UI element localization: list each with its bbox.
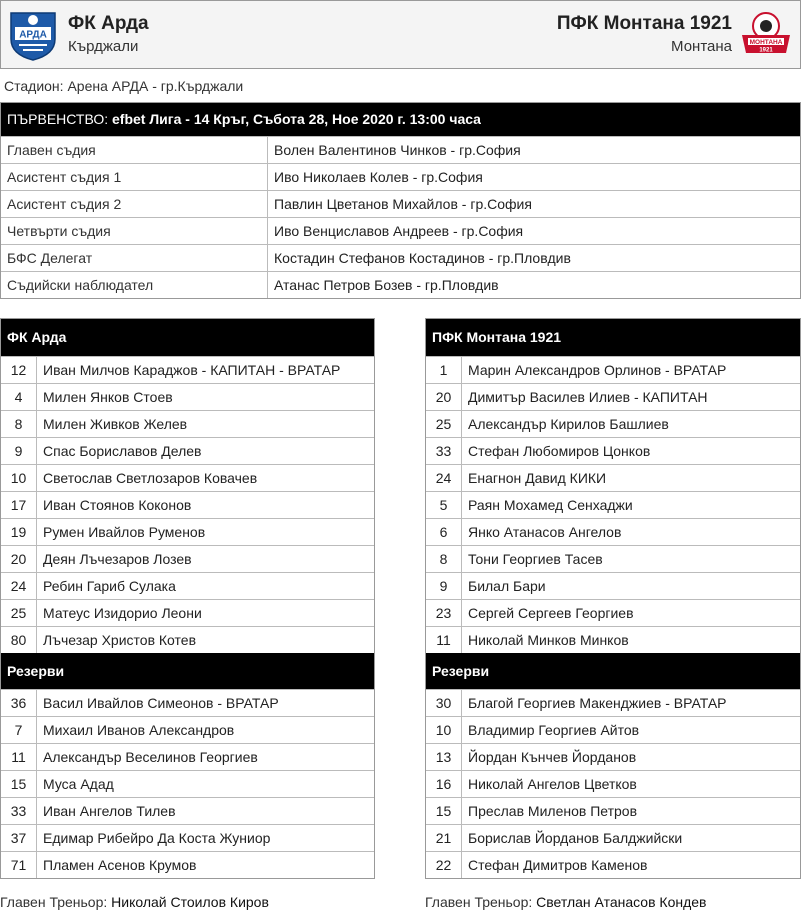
official-row — [1, 136, 800, 163]
home-reserves-title: Резерви — [1, 653, 374, 689]
stadium-label: Стадион: — [4, 78, 64, 94]
player-row — [426, 491, 800, 518]
player-row — [1, 626, 374, 653]
player-number: 15 — [1, 771, 37, 797]
player-name: Енагнон Давид КИКИ — [468, 470, 607, 486]
player-number: 12 — [1, 357, 37, 383]
official-person: Волен Валентинов Чинков - гр.София — [274, 142, 521, 158]
player-number: 24 — [426, 465, 462, 491]
player-name: Михаил Иванов Александров — [43, 722, 235, 738]
player-name: Спас Бориславов Делев — [43, 443, 202, 459]
player-row — [426, 572, 800, 599]
official-person: Иво Венциславов Андреев - гр.София — [274, 223, 524, 239]
player-name: Стефан Димитров Каменов — [468, 857, 648, 873]
player-name: Васил Ивайлов Симеонов - ВРАТАР — [43, 695, 279, 711]
championship-header — [1, 103, 800, 136]
home-team-city: Кърджали — [68, 38, 139, 55]
player-row — [1, 410, 374, 437]
home-lineup — [0, 318, 375, 879]
player-number: 80 — [1, 627, 37, 653]
player-name: Ребин Гариб Сулака — [43, 578, 176, 594]
home-coach-label: Главен Треньор: — [0, 894, 108, 910]
player-row — [1, 599, 374, 626]
player-number: 5 — [426, 492, 462, 518]
away-lineup — [425, 318, 801, 879]
player-row — [426, 545, 800, 572]
player-number: 36 — [1, 690, 37, 716]
championship-label: ПЪРВЕНСТВО: — [7, 111, 109, 127]
official-row — [1, 217, 800, 244]
official-person: Иво Николаев Колев - гр.София — [274, 169, 483, 185]
player-number: 21 — [426, 825, 462, 851]
player-number: 15 — [426, 798, 462, 824]
player-number: 30 — [426, 690, 462, 716]
player-name: Раян Мохамед Сенхаджи — [468, 497, 633, 513]
player-number: 1 — [426, 357, 462, 383]
official-role: БФС Делегат — [1, 245, 268, 271]
player-row — [1, 689, 374, 716]
player-name: Йордан Кънчев Йорданов — [468, 749, 637, 765]
away-lineup-title: ПФК Монтана 1921 — [426, 319, 800, 356]
official-row — [1, 271, 800, 298]
official-person: Атанас Петров Бозев - гр.Пловдив — [274, 277, 499, 293]
player-name: Николай Ангелов Цветков — [468, 776, 637, 792]
player-name: Марин Александров Орлинов - ВРАТАР — [468, 362, 727, 378]
officials-table — [0, 102, 801, 299]
player-name: Стефан Любомиров Цонков — [468, 443, 651, 459]
player-row — [1, 851, 374, 878]
player-number: 16 — [426, 771, 462, 797]
svg-text:АРДА: АРДА — [19, 29, 47, 41]
player-number: 4 — [1, 384, 37, 410]
player-name: Муса Адад — [43, 776, 114, 792]
player-name: Борислав Йорданов Балджийски — [468, 830, 683, 846]
player-row — [426, 599, 800, 626]
match-header — [0, 0, 801, 69]
player-number: 20 — [1, 546, 37, 572]
player-row — [1, 383, 374, 410]
player-name: Благой Георгиев Макенджиев - ВРАТАР — [468, 695, 727, 711]
official-row — [1, 163, 800, 190]
official-role: Асистент съдия 1 — [1, 164, 268, 190]
player-number: 11 — [426, 627, 462, 653]
stadium-info — [4, 78, 243, 94]
player-name: Преслав Миленов Петров — [468, 803, 638, 819]
away-team-city: Монтана — [671, 38, 732, 55]
player-row — [1, 518, 374, 545]
player-number: 33 — [1, 798, 37, 824]
player-name: Александър Веселинов Георгиев — [43, 749, 258, 765]
player-row — [1, 743, 374, 770]
player-number: 17 — [1, 492, 37, 518]
home-lineup-title: ФК Арда — [1, 319, 374, 356]
player-number: 25 — [1, 600, 37, 626]
player-row — [426, 383, 800, 410]
player-number: 6 — [426, 519, 462, 545]
player-name: Милен Янков Стоев — [43, 389, 173, 405]
player-name: Иван Милчов Караджов - КАПИТАН - ВРАТАР — [43, 362, 341, 378]
player-number: 7 — [1, 717, 37, 743]
away-reserves-title: Резерви — [426, 653, 800, 689]
official-role: Асистент съдия 2 — [1, 191, 268, 217]
player-name: Деян Лъчезаров Лозев — [43, 551, 192, 567]
player-row — [426, 797, 800, 824]
svg-text:1921: 1921 — [759, 47, 773, 54]
player-number: 19 — [1, 519, 37, 545]
player-row — [426, 410, 800, 437]
stadium-value: Арена АРДА - гр.Кърджали — [67, 78, 244, 94]
player-row — [426, 824, 800, 851]
player-name: Димитър Василев Илиев - КАПИТАН — [468, 389, 708, 405]
player-name: Пламен Асенов Крумов — [43, 857, 197, 873]
official-row — [1, 190, 800, 217]
player-number: 9 — [1, 438, 37, 464]
player-number: 20 — [426, 384, 462, 410]
player-name: Румен Ивайлов Руменов — [43, 524, 206, 540]
away-coach — [425, 894, 706, 910]
player-row — [1, 545, 374, 572]
away-coach-name: Светлан Атанасов Кондев — [536, 894, 707, 910]
player-number: 10 — [1, 465, 37, 491]
player-name: Александър Кирилов Башлиев — [468, 416, 669, 432]
player-row — [426, 464, 800, 491]
player-number: 9 — [426, 573, 462, 599]
player-row — [1, 572, 374, 599]
player-number: 33 — [426, 438, 462, 464]
player-row — [1, 716, 374, 743]
player-row — [1, 356, 374, 383]
home-coach — [0, 894, 269, 910]
player-name: Тони Георгиев Тасев — [468, 551, 603, 567]
player-number: 37 — [1, 825, 37, 851]
player-name: Иван Ангелов Тилев — [43, 803, 176, 819]
player-row — [426, 689, 800, 716]
player-number: 23 — [426, 600, 462, 626]
player-name: Николай Минков Минков — [468, 632, 629, 648]
arda-crest-icon — [7, 9, 59, 61]
player-row — [1, 824, 374, 851]
player-row — [1, 464, 374, 491]
player-name: Милен Живков Желев — [43, 416, 188, 432]
player-number: 71 — [1, 852, 37, 878]
away-team-name: ПФК Монтана 1921 — [556, 13, 732, 34]
player-number: 24 — [1, 573, 37, 599]
official-role: Съдийски наблюдател — [1, 272, 268, 298]
player-name: Иван Стоянов Коконов — [43, 497, 192, 513]
player-row — [426, 743, 800, 770]
official-person: Павлин Цветанов Михайлов - гр.София — [274, 196, 532, 212]
player-name: Билал Бари — [468, 578, 546, 594]
player-name: Матеус Изидорио Леони — [43, 605, 202, 621]
player-number: 8 — [1, 411, 37, 437]
player-number: 8 — [426, 546, 462, 572]
player-row — [426, 518, 800, 545]
official-row — [1, 244, 800, 271]
player-name: Светослав Светлозаров Ковачев — [43, 470, 258, 486]
home-coach-name: Николай Стоилов Киров — [111, 894, 269, 910]
championship-value: efbet Лига - 14 Кръг, Събота 28, Ное 2020 г. 13:00 часа — [112, 111, 481, 127]
player-row — [426, 770, 800, 797]
player-number: 13 — [426, 744, 462, 770]
player-name: Сергей Сергеев Георгиев — [468, 605, 634, 621]
player-row — [426, 356, 800, 383]
player-row — [1, 770, 374, 797]
player-row — [426, 626, 800, 653]
player-row — [426, 851, 800, 878]
player-name: Янко Атанасов Ангелов — [468, 524, 622, 540]
svg-text:МОНТАНА: МОНТАНА — [749, 39, 783, 46]
player-number: 11 — [1, 744, 37, 770]
player-row — [1, 797, 374, 824]
player-number: 22 — [426, 852, 462, 878]
player-row — [426, 716, 800, 743]
montana-crest-icon — [740, 9, 792, 61]
player-row — [1, 491, 374, 518]
player-name: Едимар Рибейро Да Коста Жуниор — [43, 830, 271, 846]
player-name: Владимир Георгиев Айтов — [468, 722, 640, 738]
official-role: Главен съдия — [1, 137, 268, 163]
player-name: Лъчезар Христов Котев — [43, 632, 197, 648]
away-coach-label: Главен Треньор: — [425, 894, 533, 910]
home-team-name: ФК Арда — [68, 13, 149, 34]
player-number: 10 — [426, 717, 462, 743]
official-person: Костадин Стефанов Костадинов - гр.Пловдив — [274, 250, 571, 266]
official-role: Четвърти съдия — [1, 218, 268, 244]
player-number: 25 — [426, 411, 462, 437]
player-row — [1, 437, 374, 464]
player-row — [426, 437, 800, 464]
